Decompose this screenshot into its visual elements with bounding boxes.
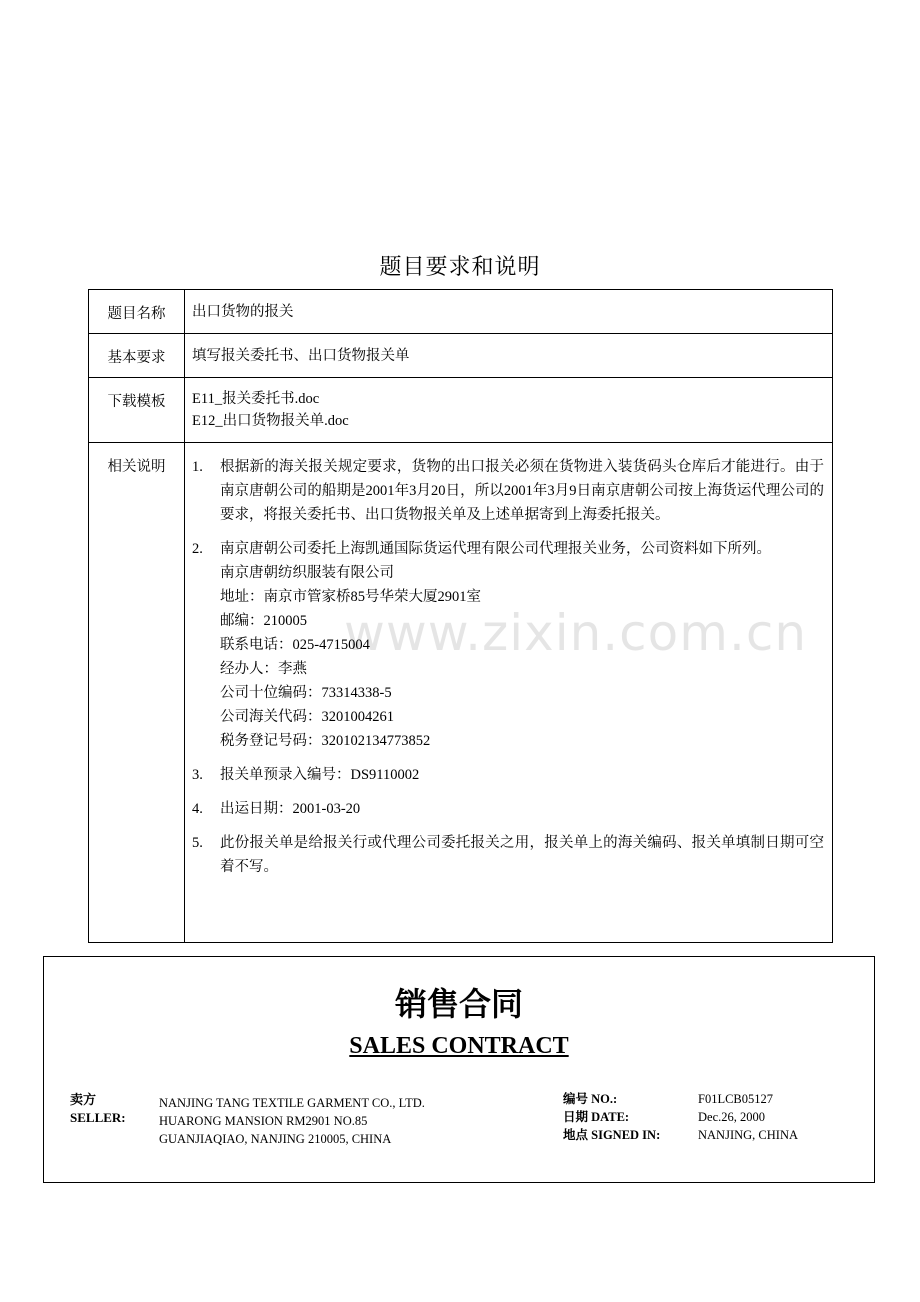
table-row <box>89 334 833 378</box>
page-title: 题目要求和说明 <box>379 255 541 280</box>
note-text: 报关单预录入编号：DS9110002 <box>220 767 420 783</box>
row-value: 填写报关委托书、出口货物报关单 <box>185 334 833 378</box>
row-value: 出口货物的报关 <box>185 290 833 334</box>
contract-title-en-text: SALES CONTRACT <box>349 1033 569 1059</box>
note-text: 出运日期：2001-03-20 <box>220 801 361 817</box>
sales-contract-box <box>43 956 875 1183</box>
contract-title-cn: 销售合同 <box>394 985 523 1023</box>
company-contact: 经办人：李燕 <box>220 661 307 677</box>
file-link-e12[interactable]: E12_出口货物报关单.doc <box>192 413 349 429</box>
row-label: 基本要求 <box>89 334 185 378</box>
seller-address-line: HUARONG MANSION RM2901 NO.85 <box>159 1114 368 1128</box>
list-item <box>192 831 824 879</box>
contract-no-value: F01LCB05127 <box>698 1092 774 1106</box>
seller-name: NANJING TANG TEXTILE GARMENT CO., LTD. <box>159 1096 425 1110</box>
table-row <box>89 378 833 443</box>
note-body <box>220 537 824 753</box>
company-name: 南京唐朝纺织服装有限公司 <box>220 565 394 581</box>
file-link-e11[interactable]: E11_报关委托书.doc <box>192 391 320 407</box>
tax-number: 税务登记号码：320102134773852 <box>220 733 431 749</box>
note-number: 1. <box>192 459 203 475</box>
list-item <box>192 797 824 821</box>
company-postcode: 邮编：210005 <box>220 613 307 629</box>
seller-label <box>70 1091 126 1127</box>
contract-meta-labels <box>563 1090 660 1144</box>
note-number: 2. <box>192 541 203 557</box>
contract-title-en <box>44 1033 874 1060</box>
note-number: 3. <box>192 767 203 783</box>
seller-address-line: GUANJIAQIAO, NANJING 210005, CHINA <box>159 1132 392 1146</box>
watermark: www.zixin.com.cn <box>344 604 808 662</box>
row-label: 题目名称 <box>89 290 185 334</box>
list-item <box>192 537 824 753</box>
requirements-table <box>88 289 833 943</box>
seller-label-cn: 卖方 <box>70 1092 97 1107</box>
list-item <box>192 455 824 527</box>
company-address: 地址：南京市管家桥85号华荣大厦2901室 <box>220 589 481 605</box>
note-text: 南京唐朝公司委托上海凯通国际货运代理有限公司代理报关业务，公司资料如下所列。 <box>220 541 771 557</box>
contract-place-value: NANJING, CHINA <box>698 1128 798 1142</box>
row-label: 下载模板 <box>89 378 185 443</box>
note-number: 4. <box>192 801 203 817</box>
contract-place-label: 地点 SIGNED IN: <box>563 1128 661 1142</box>
company-code: 公司十位编码：73314338-5 <box>220 685 392 701</box>
note-number: 5. <box>192 835 203 851</box>
company-phone: 联系电话：025-4715004 <box>220 637 370 653</box>
notes-list <box>192 455 824 879</box>
contract-meta-values <box>698 1090 798 1144</box>
contract-date-value: Dec.26, 2000 <box>698 1110 765 1124</box>
note-text: 根据新的海关报关规定要求，货物的出口报关必须在货物进入装货码头仓库后才能进行。由于南京唐朝公司的船期是2001年3月20日，所以2001年3月9日南京唐朝公司按上海货运代理公司的要求，将报关委托书、出口货物报关单及上述单据寄到上海委托报关。 <box>220 459 824 523</box>
customs-code: 公司海关代码：3201004261 <box>220 709 394 725</box>
list-item <box>192 763 824 787</box>
seller-address <box>159 1094 425 1148</box>
row-label: 相关说明 <box>89 443 185 943</box>
contract-date-label: 日期 DATE: <box>563 1110 630 1124</box>
template-files <box>185 378 833 443</box>
seller-label-en: SELLER: <box>70 1110 126 1125</box>
notes-cell <box>185 443 833 943</box>
table-row <box>89 443 833 943</box>
note-text: 此份报关单是给报关行或代理公司委托报关之用，报关单上的海关编码、报关单填制日期可空着不写。 <box>220 835 824 875</box>
table-row <box>89 290 833 334</box>
contract-no-label: 编号 NO.: <box>563 1092 618 1106</box>
